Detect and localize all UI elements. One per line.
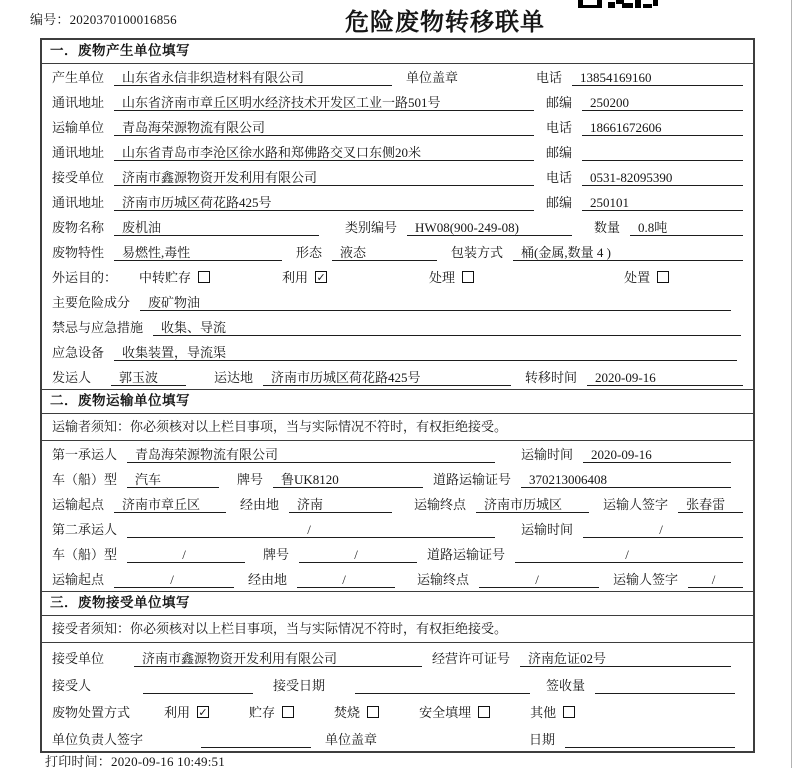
license-label: 经营许可证号 — [432, 651, 511, 666]
category-code-value: HW08(900-249-08) — [407, 219, 572, 236]
checkbox-unchecked-icon — [198, 271, 210, 283]
destination-label: 运达地 — [214, 370, 254, 385]
carrier-sign-label: 运输人签字 — [613, 572, 679, 587]
zip-label: 邮编 — [546, 95, 573, 110]
checkbox-unchecked-icon — [478, 706, 490, 718]
checkbox-option-label: 焚烧 — [334, 705, 361, 720]
row-acceptance — [42, 670, 753, 697]
transporter-phone-value: 18661672606 — [582, 119, 743, 136]
receiver-value: 济南市鑫源物资开发利用有限公司 — [114, 169, 534, 186]
row-shipper — [42, 364, 753, 389]
phone-label: 电话 — [546, 120, 573, 135]
section3-header: 三．废物接受单位填写 — [42, 591, 753, 616]
shipper-label: 发运人 — [52, 370, 92, 385]
producer-value: 山东省永信非织造材料有限公司 — [114, 69, 392, 86]
receiver-phone-value: 0531-82095390 — [582, 169, 743, 186]
receiver-label: 接受单位 — [52, 170, 105, 185]
accept-person-value — [143, 677, 253, 694]
checkbox-option — [530, 702, 575, 721]
checkbox-option-label: 中转贮存 — [139, 270, 192, 285]
phone-label: 电话 — [536, 70, 563, 85]
checkbox-option — [334, 702, 379, 721]
plate-value: 鲁UK8120 — [273, 471, 423, 488]
equipment-label: 应急设备 — [52, 345, 105, 360]
plate-label: 牌号 — [263, 547, 290, 562]
zip-label: 邮编 — [546, 195, 573, 210]
producer-phone-value: 13854169160 — [572, 69, 743, 86]
route-start-label: 运输起点 — [52, 497, 105, 512]
accept-unit-value: 济南市鑫源物资开发利用有限公司 — [134, 650, 422, 667]
row-route1 — [42, 491, 753, 516]
form-label: 形态 — [296, 245, 323, 260]
checkbox-option-label: 处理 — [429, 270, 456, 285]
print-time-label: 打印时间： — [45, 754, 112, 769]
checkbox-option-label: 利用 — [164, 705, 191, 720]
row-carrier1 — [42, 441, 753, 466]
seal-label: 单位盖章 — [406, 70, 459, 85]
transporter-notice: 运输者须知：你必须核对以上栏目事项，当与实际情况不符时，有权拒绝接受。 — [42, 414, 753, 441]
waste-name-label: 废物名称 — [52, 220, 105, 235]
equipment-value: 收集装置，导流渠 — [114, 344, 737, 361]
row-taboo — [42, 314, 753, 339]
transporter-zip-value — [582, 144, 743, 161]
shipper-value: 郭玉波 — [111, 369, 186, 386]
row-vehicle2 — [42, 541, 753, 566]
row-accept-unit — [42, 643, 753, 670]
checkbox-option — [164, 702, 209, 721]
row-waste-traits — [42, 239, 753, 264]
destination-value: 济南市历城区荷花路425号 — [263, 369, 511, 386]
transporter-value: 青岛海荣源物流有限公司 — [114, 119, 534, 136]
vehicle-type-label: 车（船）型 — [52, 472, 118, 487]
row-purpose — [42, 264, 753, 289]
checkbox-option-label: 贮存 — [249, 705, 276, 720]
carrier-sign-value: 张春雷 — [678, 496, 743, 513]
quantity-value: 0.8吨 — [630, 219, 743, 236]
via2-value: / — [297, 571, 395, 588]
checkbox-checked-icon: ✓ — [198, 705, 208, 719]
vehicle-type-label: 车（船）型 — [52, 547, 118, 562]
route-end-label: 运输终点 — [414, 497, 467, 512]
date-label: 日期 — [529, 732, 556, 747]
accept-person-label: 接受人 — [52, 678, 92, 693]
road-permit2-value: / — [515, 546, 743, 563]
phone-label: 电话 — [546, 170, 573, 185]
row-producer-address — [42, 89, 753, 114]
road-permit-label: 道路运输证号 — [433, 472, 512, 487]
road-permit-value: 370213006408 — [521, 471, 731, 488]
producer-label: 产生单位 — [52, 70, 105, 85]
route-start2-value: / — [114, 571, 234, 588]
hazard-label: 主要危险成分 — [52, 295, 131, 310]
serial-value: 2020370100016856 — [69, 12, 177, 27]
section2-header: 二．废物运输单位填写 — [42, 389, 753, 414]
disposal-method-label: 废物处置方式 — [52, 705, 131, 720]
checkbox-unchecked-icon — [462, 271, 474, 283]
checkbox-unchecked-icon — [563, 706, 575, 718]
quantity-label: 数量 — [594, 220, 621, 235]
row-disposal — [42, 697, 753, 724]
transfer-time-label: 转移时间 — [525, 370, 578, 385]
license-value: 济南危证02号 — [520, 650, 731, 667]
via-label: 经由地 — [240, 497, 280, 512]
row-receiver-address — [42, 189, 753, 214]
date-value — [565, 731, 735, 748]
checkbox-option — [419, 702, 490, 721]
receiver-address-value: 济南市历城区荷花路425号 — [114, 194, 534, 211]
row-carrier2 — [42, 516, 753, 541]
taboo-value: 收集、导流 — [153, 319, 741, 336]
page-edge-line — [791, 0, 792, 768]
producer-zip-value: 250200 — [582, 94, 743, 111]
checkbox-option-label: 处置 — [624, 270, 651, 285]
page-title: 危险废物转移联单 — [345, 10, 545, 36]
carrier1-label: 第一承运人 — [52, 447, 118, 462]
plate2-value: / — [299, 546, 417, 563]
transport-time-label: 运输时间 — [521, 447, 574, 462]
address-label: 通讯地址 — [52, 145, 105, 160]
row-route2 — [42, 566, 753, 591]
checkbox-unchecked-icon — [367, 706, 379, 718]
page-header — [0, 0, 796, 38]
carrier-sign2-value: / — [688, 571, 743, 588]
transport-time-label: 运输时间 — [521, 522, 574, 537]
signed-qty-value — [595, 677, 735, 694]
road-permit-label: 道路运输证号 — [427, 547, 506, 562]
accept-unit-label: 接受单位 — [52, 651, 105, 666]
taboo-label: 禁忌与应急措施 — [52, 320, 144, 335]
checkbox-option — [429, 267, 474, 286]
checkbox-unchecked-icon — [657, 271, 669, 283]
checkbox-option — [249, 702, 294, 721]
transfer-time-value: 2020-09-16 — [587, 369, 743, 386]
producer-address-value: 山东省济南市章丘区明水经济技术开发区工业一路501号 — [114, 94, 534, 111]
transporter-address-value: 山东省青岛市李沧区徐水路和郑佛路交叉口东侧20米 — [114, 144, 534, 161]
carrier-sign-label: 运输人签字 — [603, 497, 669, 512]
form-value: 液态 — [332, 244, 437, 261]
row-transporter — [42, 114, 753, 139]
waste-traits-value: 易燃性,毒性 — [114, 244, 282, 261]
qr-code-fragment — [578, 0, 658, 9]
section1-header: 一．废物产生单位填写 — [42, 40, 753, 64]
row-producer — [42, 64, 753, 89]
checkbox-checked-icon: ✓ — [316, 270, 326, 284]
purpose-label: 外运目的： — [52, 270, 118, 285]
row-equipment — [42, 339, 753, 364]
route-end-label: 运输终点 — [417, 572, 470, 587]
serial-label: 编号： — [30, 12, 70, 27]
receiver-zip-value: 250101 — [582, 194, 743, 211]
waste-name-value: 废机油 — [114, 219, 319, 236]
row-waste-name — [42, 214, 753, 239]
responsible-sign-value — [201, 731, 311, 748]
vehicle-type2-value: / — [127, 546, 245, 563]
waste-traits-label: 废物特性 — [52, 245, 105, 260]
row-hazard — [42, 289, 753, 314]
route-end2-value: / — [479, 571, 599, 588]
disposal-options — [140, 699, 743, 724]
print-time — [45, 751, 225, 770]
row-vehicle1 — [42, 466, 753, 491]
checkbox-option-label: 其他 — [530, 705, 557, 720]
transport-time2-value: / — [583, 521, 743, 538]
responsible-sign-label: 单位负责人签字 — [52, 732, 144, 747]
purpose-options — [127, 264, 743, 289]
signed-qty-label: 签收量 — [546, 678, 586, 693]
hazard-value: 废矿物油 — [140, 294, 731, 311]
row-signoff — [42, 724, 753, 751]
unit-seal-label: 单位盖章 — [325, 732, 378, 747]
checkbox-option-label: 利用 — [282, 270, 309, 285]
route-end-value: 济南市历城区 — [476, 496, 589, 513]
receiver-notice: 接受者须知：你必须核对以上栏目事项，当与实际情况不符时，有权拒绝接受。 — [42, 616, 753, 643]
checkbox-option — [624, 267, 669, 286]
row-receiver — [42, 164, 753, 189]
address-label: 通讯地址 — [52, 195, 105, 210]
plate-label: 牌号 — [237, 472, 264, 487]
via-value: 济南 — [289, 496, 392, 513]
checkbox-option-label: 安全填埋 — [419, 705, 472, 720]
carrier2-value: / — [127, 521, 495, 538]
carrier1-value: 青岛海荣源物流有限公司 — [127, 446, 495, 463]
accept-date-label: 接受日期 — [273, 678, 326, 693]
checkbox-option — [139, 267, 210, 286]
route-start-value: 济南市章丘区 — [114, 496, 226, 513]
packaging-label: 包装方式 — [451, 245, 504, 260]
accept-date-value — [355, 677, 530, 694]
checkbox-unchecked-icon — [282, 706, 294, 718]
via-label: 经由地 — [248, 572, 288, 587]
address-label: 通讯地址 — [52, 95, 105, 110]
print-time-value: 2020-09-16 10:49:51 — [111, 754, 225, 769]
vehicle-type-value: 汽车 — [127, 471, 219, 488]
transport-time-value: 2020-09-16 — [583, 446, 731, 463]
manifest-form — [40, 38, 755, 753]
packaging-value: 桶(金属,数量 4 ) — [513, 244, 743, 261]
carrier2-label: 第二承运人 — [52, 522, 118, 537]
transporter-label: 运输单位 — [52, 120, 105, 135]
route-start-label: 运输起点 — [52, 572, 105, 587]
checkbox-option — [282, 267, 327, 286]
category-code-label: 类别编号 — [345, 220, 398, 235]
zip-label: 邮编 — [546, 145, 573, 160]
row-transporter-address — [42, 139, 753, 164]
